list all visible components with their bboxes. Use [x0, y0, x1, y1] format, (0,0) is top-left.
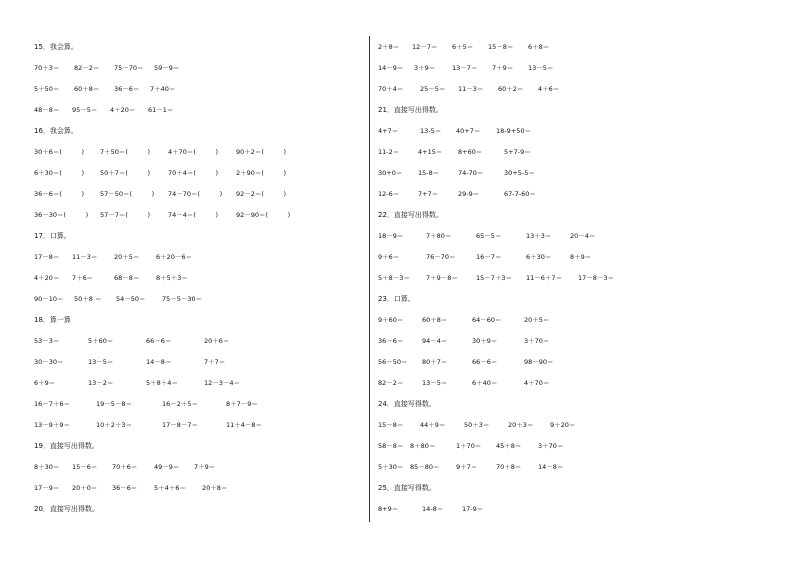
math-problem: 8＋7－9＝	[226, 400, 258, 408]
math-problem: 4＋20＝	[34, 274, 60, 282]
math-problem: 13－5＝	[422, 379, 448, 387]
problem-row	[378, 145, 778, 166]
math-problem: 13－9＋9＝	[34, 421, 71, 429]
math-problem: 90－10＝	[34, 295, 64, 303]
section-heading: 21．直接写出得数。	[378, 106, 443, 114]
problem-row	[378, 229, 778, 250]
left-column	[34, 40, 364, 523]
math-problem: 67-7-60＝	[504, 190, 536, 198]
math-problem: 56－50＝	[378, 358, 408, 366]
math-problem: 8＋80＝	[410, 442, 436, 450]
math-problem: 20＋5＝	[114, 253, 140, 261]
math-problem: 61－1＝	[148, 106, 174, 114]
math-problem: 4＋6＝	[538, 85, 560, 93]
problem-row	[34, 271, 364, 292]
math-problem: 50＋7＝( )	[100, 169, 150, 177]
math-problem: 3＋70＝	[538, 442, 564, 450]
math-problem: 98－90＝	[524, 358, 554, 366]
math-problem: 4+15＝	[418, 148, 443, 156]
math-problem: 6＋40＝	[472, 379, 498, 387]
math-problem: 75－5－30＝	[162, 295, 203, 303]
math-problem: 11＋4－8＝	[226, 421, 263, 429]
math-problem: 70＋4＝	[378, 85, 404, 93]
problem-row	[378, 61, 778, 82]
math-problem: 30＋9＝	[472, 337, 498, 345]
problem-row	[34, 82, 364, 103]
math-problem: 11-2＝	[378, 148, 400, 156]
math-problem: 85－80＝	[410, 463, 440, 471]
problem-row	[34, 250, 364, 271]
math-problem: 70＋8＝	[496, 463, 522, 471]
math-problem: 16－7＝	[476, 253, 502, 261]
math-problem: 36－30＝( )	[34, 211, 89, 219]
problem-row	[34, 187, 364, 208]
math-problem: 17－9＝	[34, 484, 60, 492]
math-problem: 20＋6＝	[204, 337, 230, 345]
math-problem: 8+9＝	[378, 505, 399, 513]
problem-row	[34, 208, 364, 229]
math-problem: 20－4＝	[570, 232, 596, 240]
math-problem: 12－7＝	[412, 43, 438, 51]
problem-row	[378, 82, 778, 103]
math-problem: 76－70＝	[426, 253, 456, 261]
math-problem: 19－5－8＝	[96, 400, 133, 408]
problem-row	[378, 124, 778, 145]
math-problem: 17－8＝	[34, 253, 60, 261]
math-problem: 82－2＝	[74, 64, 100, 72]
math-problem: 14－9＝	[378, 64, 404, 72]
math-problem: 13－2＝	[88, 379, 114, 387]
math-problem: 58－8＝	[378, 442, 404, 450]
math-problem: 7＋50＝( )	[100, 148, 150, 156]
problem-row	[34, 103, 364, 124]
math-problem: 11－3＝	[458, 85, 484, 93]
math-problem: 16－2＋5＝	[162, 400, 199, 408]
math-problem: 60＋2＝	[498, 85, 524, 93]
math-problem: 11－3＝	[72, 253, 98, 261]
math-problem: 8+60＝	[458, 148, 483, 156]
math-problem: 36－6＝( )	[34, 190, 84, 198]
problem-row	[34, 418, 364, 439]
math-problem: 7＋40＝	[150, 85, 176, 93]
problem-row	[34, 355, 364, 376]
section-heading: 22．直接写出得数。	[378, 211, 443, 219]
math-problem: 7+7＝	[418, 190, 439, 198]
section-heading: 25．直接写得数。	[378, 484, 436, 492]
problem-row	[378, 355, 778, 376]
math-problem: 4+7＝	[378, 127, 399, 135]
section-heading: 24．直接写得数。	[378, 400, 436, 408]
math-problem: 54－50＝	[116, 295, 146, 303]
section-heading: 16．我会算。	[34, 127, 78, 135]
math-problem: 7＋6＝	[72, 274, 94, 282]
math-problem: 6＋8＝	[528, 43, 550, 51]
math-problem: 5＋8＋4＝	[146, 379, 178, 387]
math-problem: 20＋5＝	[524, 316, 550, 324]
math-problem: 6＋20－6＝	[156, 253, 193, 261]
math-problem: 74-70＝	[458, 169, 484, 177]
math-problem: 10＋2＋3＝	[96, 421, 133, 429]
math-problem: 20＋3＝	[508, 421, 534, 429]
problem-row	[378, 187, 778, 208]
math-problem: 5＋4＋6＝	[154, 484, 186, 492]
math-problem: 16－7＋6＝	[34, 400, 71, 408]
math-problem: 80＋7＝	[422, 358, 448, 366]
math-problem: 40+7＝	[456, 127, 481, 135]
math-problem: 2＋90＝( )	[236, 169, 286, 177]
math-problem: 20＋8＝	[202, 484, 228, 492]
math-problem: 1＋70＝	[456, 442, 482, 450]
math-problem: 12－3－4＝	[204, 379, 241, 387]
math-problem: 7＋9－8＝	[426, 274, 458, 282]
problem-row	[34, 61, 364, 82]
problem-row	[34, 166, 364, 187]
math-problem: 14-8＝	[422, 505, 444, 513]
math-problem: 8＋5＋3＝	[156, 274, 188, 282]
section-heading: 15．我会算。	[34, 43, 78, 51]
problem-row	[34, 397, 364, 418]
math-problem: 45＋8＝	[496, 442, 522, 450]
problem-row	[34, 292, 364, 313]
math-problem: 50＋8 ＝	[74, 295, 102, 303]
math-problem: 11－6＋7＝	[526, 274, 563, 282]
math-problem: 53－3＝	[34, 337, 60, 345]
math-problem: 8＋9＝	[570, 253, 592, 261]
math-problem: 30－30＝	[34, 358, 64, 366]
math-problem: 5+7-9＝	[504, 148, 531, 156]
math-problem: 18－9＝	[378, 232, 404, 240]
math-problem: 70＋3＝	[34, 64, 60, 72]
math-problem: 9＋6＝	[378, 253, 400, 261]
math-problem: 4＋20＝	[110, 106, 136, 114]
math-problem: 60＋8＝	[74, 85, 100, 93]
section-heading: 19．直接写出得数。	[34, 442, 99, 450]
problem-row	[378, 439, 778, 460]
math-problem: 13－5＝	[88, 358, 114, 366]
math-problem: 95－5＝	[72, 106, 98, 114]
problem-row	[378, 334, 778, 355]
math-problem: 50＋3＝	[464, 421, 490, 429]
math-problem: 30＋6＝( )	[34, 148, 84, 156]
math-problem: 5＋50＝	[34, 85, 60, 93]
math-problem: 70＋6＝	[112, 463, 138, 471]
math-problem: 15－8＝	[378, 421, 404, 429]
problem-row	[378, 418, 778, 439]
math-problem: 13－7＝	[452, 64, 478, 72]
math-problem: 82－2＝	[378, 379, 404, 387]
problem-row	[34, 376, 364, 397]
math-problem: 36－6＝	[112, 484, 138, 492]
math-problem: 74－70＝( )	[168, 190, 223, 198]
math-problem: 7＋9＝	[194, 463, 216, 471]
math-problem: 2＋8＝	[378, 43, 400, 51]
math-problem: 57－7＝( )	[100, 211, 150, 219]
math-problem: 14－8＝	[146, 358, 172, 366]
math-problem: 8＋30＝	[34, 463, 60, 471]
math-problem: 6＋9＝	[34, 379, 56, 387]
problem-row	[378, 376, 778, 397]
problem-row	[378, 502, 778, 523]
math-problem: 36－6＝	[378, 337, 404, 345]
math-problem: 3＋9＝	[414, 64, 436, 72]
math-problem: 66－6＝	[472, 358, 498, 366]
column-divider	[369, 36, 370, 522]
math-problem: 92－2＝( )	[236, 190, 286, 198]
math-problem: 13－5＝	[528, 64, 554, 72]
math-problem: 92－90＝( )	[236, 211, 291, 219]
math-problem: 66－6＝	[146, 337, 172, 345]
math-problem: 15－8＝	[488, 43, 514, 51]
math-problem: 7＋80＝	[426, 232, 452, 240]
math-problem: 12-6＝	[378, 190, 400, 198]
math-problem: 15－6＝	[72, 463, 98, 471]
math-problem: 59－9＝	[154, 64, 180, 72]
math-problem: 44＋9＝	[420, 421, 446, 429]
math-problem: 74－4＝( )	[168, 211, 218, 219]
math-problem: 5＋8－3＝	[378, 274, 410, 282]
math-problem: 68－8＝	[114, 274, 140, 282]
math-problem: 64－60＝	[472, 316, 502, 324]
math-problem: 9＋60＝	[378, 316, 404, 324]
math-problem: 13-5＝	[420, 127, 442, 135]
section-heading: 17．口算。	[34, 232, 71, 240]
math-problem: 9＋7＝	[456, 463, 478, 471]
math-problem: 15－7＋3＝	[476, 274, 513, 282]
math-problem: 60＋8＝	[422, 316, 448, 324]
problem-row	[378, 250, 778, 271]
math-problem: 20＋0＝	[72, 484, 98, 492]
math-problem: 94－4＝	[422, 337, 448, 345]
math-problem: 30+5-5＝	[504, 169, 535, 177]
section-heading: 20．直接写出得数。	[34, 505, 99, 513]
math-problem: 14－8＝	[538, 463, 564, 471]
problem-row	[378, 271, 778, 292]
math-problem: 29-9＝	[458, 190, 480, 198]
math-problem: 90＋2＝( )	[236, 148, 286, 156]
problem-row	[378, 313, 778, 334]
problem-row	[34, 145, 364, 166]
problem-row	[378, 40, 778, 61]
math-problem: 13＋3＝	[526, 232, 552, 240]
math-problem: 17-9＝	[462, 505, 484, 513]
math-problem: 5＋60＝	[88, 337, 114, 345]
math-problem: 3＋70＝	[524, 337, 550, 345]
math-problem: 9＋20＝	[550, 421, 576, 429]
math-problem: 36－6＝	[114, 85, 140, 93]
math-problem: 4＋70＝( )	[168, 148, 218, 156]
math-problem: 18-9+50＝	[496, 127, 531, 135]
problem-row	[378, 166, 778, 187]
math-problem: 7＋9＝	[492, 64, 514, 72]
math-problem: 49－9＝	[154, 463, 180, 471]
math-problem: 15-8＝	[418, 169, 440, 177]
section-heading: 23．口算。	[378, 295, 415, 303]
math-problem: 17－8－3＝	[578, 274, 615, 282]
math-problem: 30+0＝	[378, 169, 403, 177]
math-problem: 25－5＝	[420, 85, 446, 93]
math-problem: 5＋30＝	[378, 463, 404, 471]
section-heading: 18．算一算	[34, 316, 71, 324]
problem-row	[34, 334, 364, 355]
math-problem: 57－50＝( )	[100, 190, 155, 198]
problem-row	[34, 460, 364, 481]
math-problem: 17－8－7＝	[162, 421, 199, 429]
math-problem: 48－8＝	[34, 106, 60, 114]
math-problem: 6＋5＝	[452, 43, 474, 51]
problem-row	[34, 481, 364, 502]
math-problem: 75－70＝	[114, 64, 144, 72]
math-problem: 7＋7＝	[204, 358, 226, 366]
math-problem: 65－5＝	[476, 232, 502, 240]
math-problem: 6＋30＝	[526, 253, 552, 261]
right-column	[378, 40, 778, 523]
math-problem: 70＋4＝( )	[168, 169, 218, 177]
math-problem: 6＋30＝( )	[34, 169, 84, 177]
math-problem: 4＋70＝	[524, 379, 550, 387]
problem-row	[378, 460, 778, 481]
